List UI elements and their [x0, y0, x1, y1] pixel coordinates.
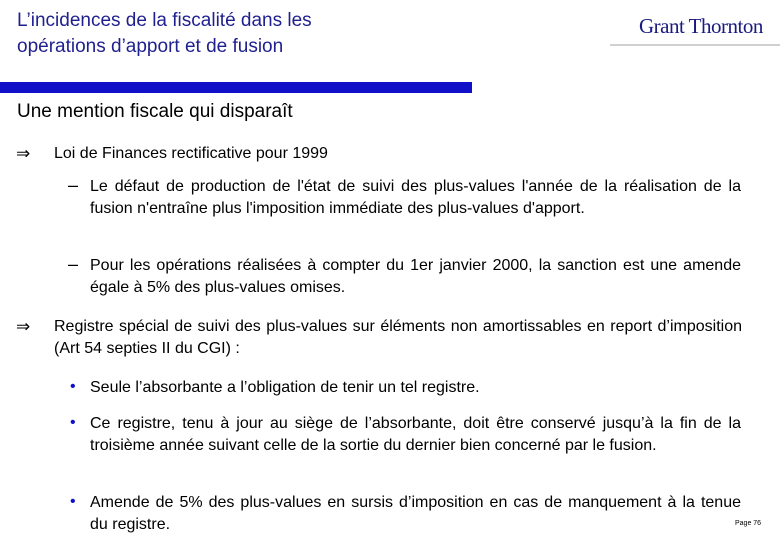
bullet-icon: • — [70, 414, 76, 431]
title-divider-bar — [0, 82, 472, 93]
slide-title — [17, 8, 477, 60]
dash-icon: – — [68, 254, 79, 274]
list-item-loi-finances: Loi de Finances rectificative pour 1999 — [54, 145, 328, 162]
implies-arrow-icon: ⇒ — [16, 317, 31, 336]
list-item-absorbante: Seule l’absorbante a l’obligation de tenir un tel registre. — [90, 379, 480, 396]
list-item-operations-2000: Pour les opérations réalisées à compter du 1er janvier 2000, la sanction est une amende égale à 5% des plus-values omises. — [90, 257, 741, 296]
logo-underline — [610, 44, 780, 46]
bullet-icon: • — [70, 493, 76, 510]
dash-icon: – — [68, 175, 79, 195]
list-item-conservation-registre: Ce registre, tenu à jour au siège de l’absorbante, doit être conservé jusqu’à la fin de la troisième année suivant celle de la sortie du dernier bien concerné par le fusion. — [90, 415, 741, 454]
page-number: Page 76 — [735, 520, 762, 527]
implies-arrow-icon: ⇒ — [16, 144, 31, 163]
bullet-icon: • — [70, 378, 76, 395]
grant-thornton-logo — [637, 12, 780, 40]
list-item-registre-special: Registre spécial de suivi des plus-values sur éléments non amortissables en report d’imposition (Art 54 septies II du CGI) : — [54, 318, 742, 357]
list-item-defaut-production: Le défaut de production de l'état de suivi des plus-values l'année de la réalisation de la fusion n'entraîne plus l'imposition immédiate des plus-values d'apport. — [90, 178, 741, 217]
slide-title-line2: opérations d’apport et de fusion — [17, 36, 284, 57]
slide-title-line1: L’incidences de la fiscalité dans les — [17, 10, 312, 31]
section-title: Une mention fiscale qui disparaît — [17, 101, 293, 122]
logo-text: Grant Thornton — [639, 14, 763, 38]
list-item-amende: Amende de 5% des plus-values en sursis d’imposition en cas de manquement à la tenue du registre. — [90, 494, 741, 533]
